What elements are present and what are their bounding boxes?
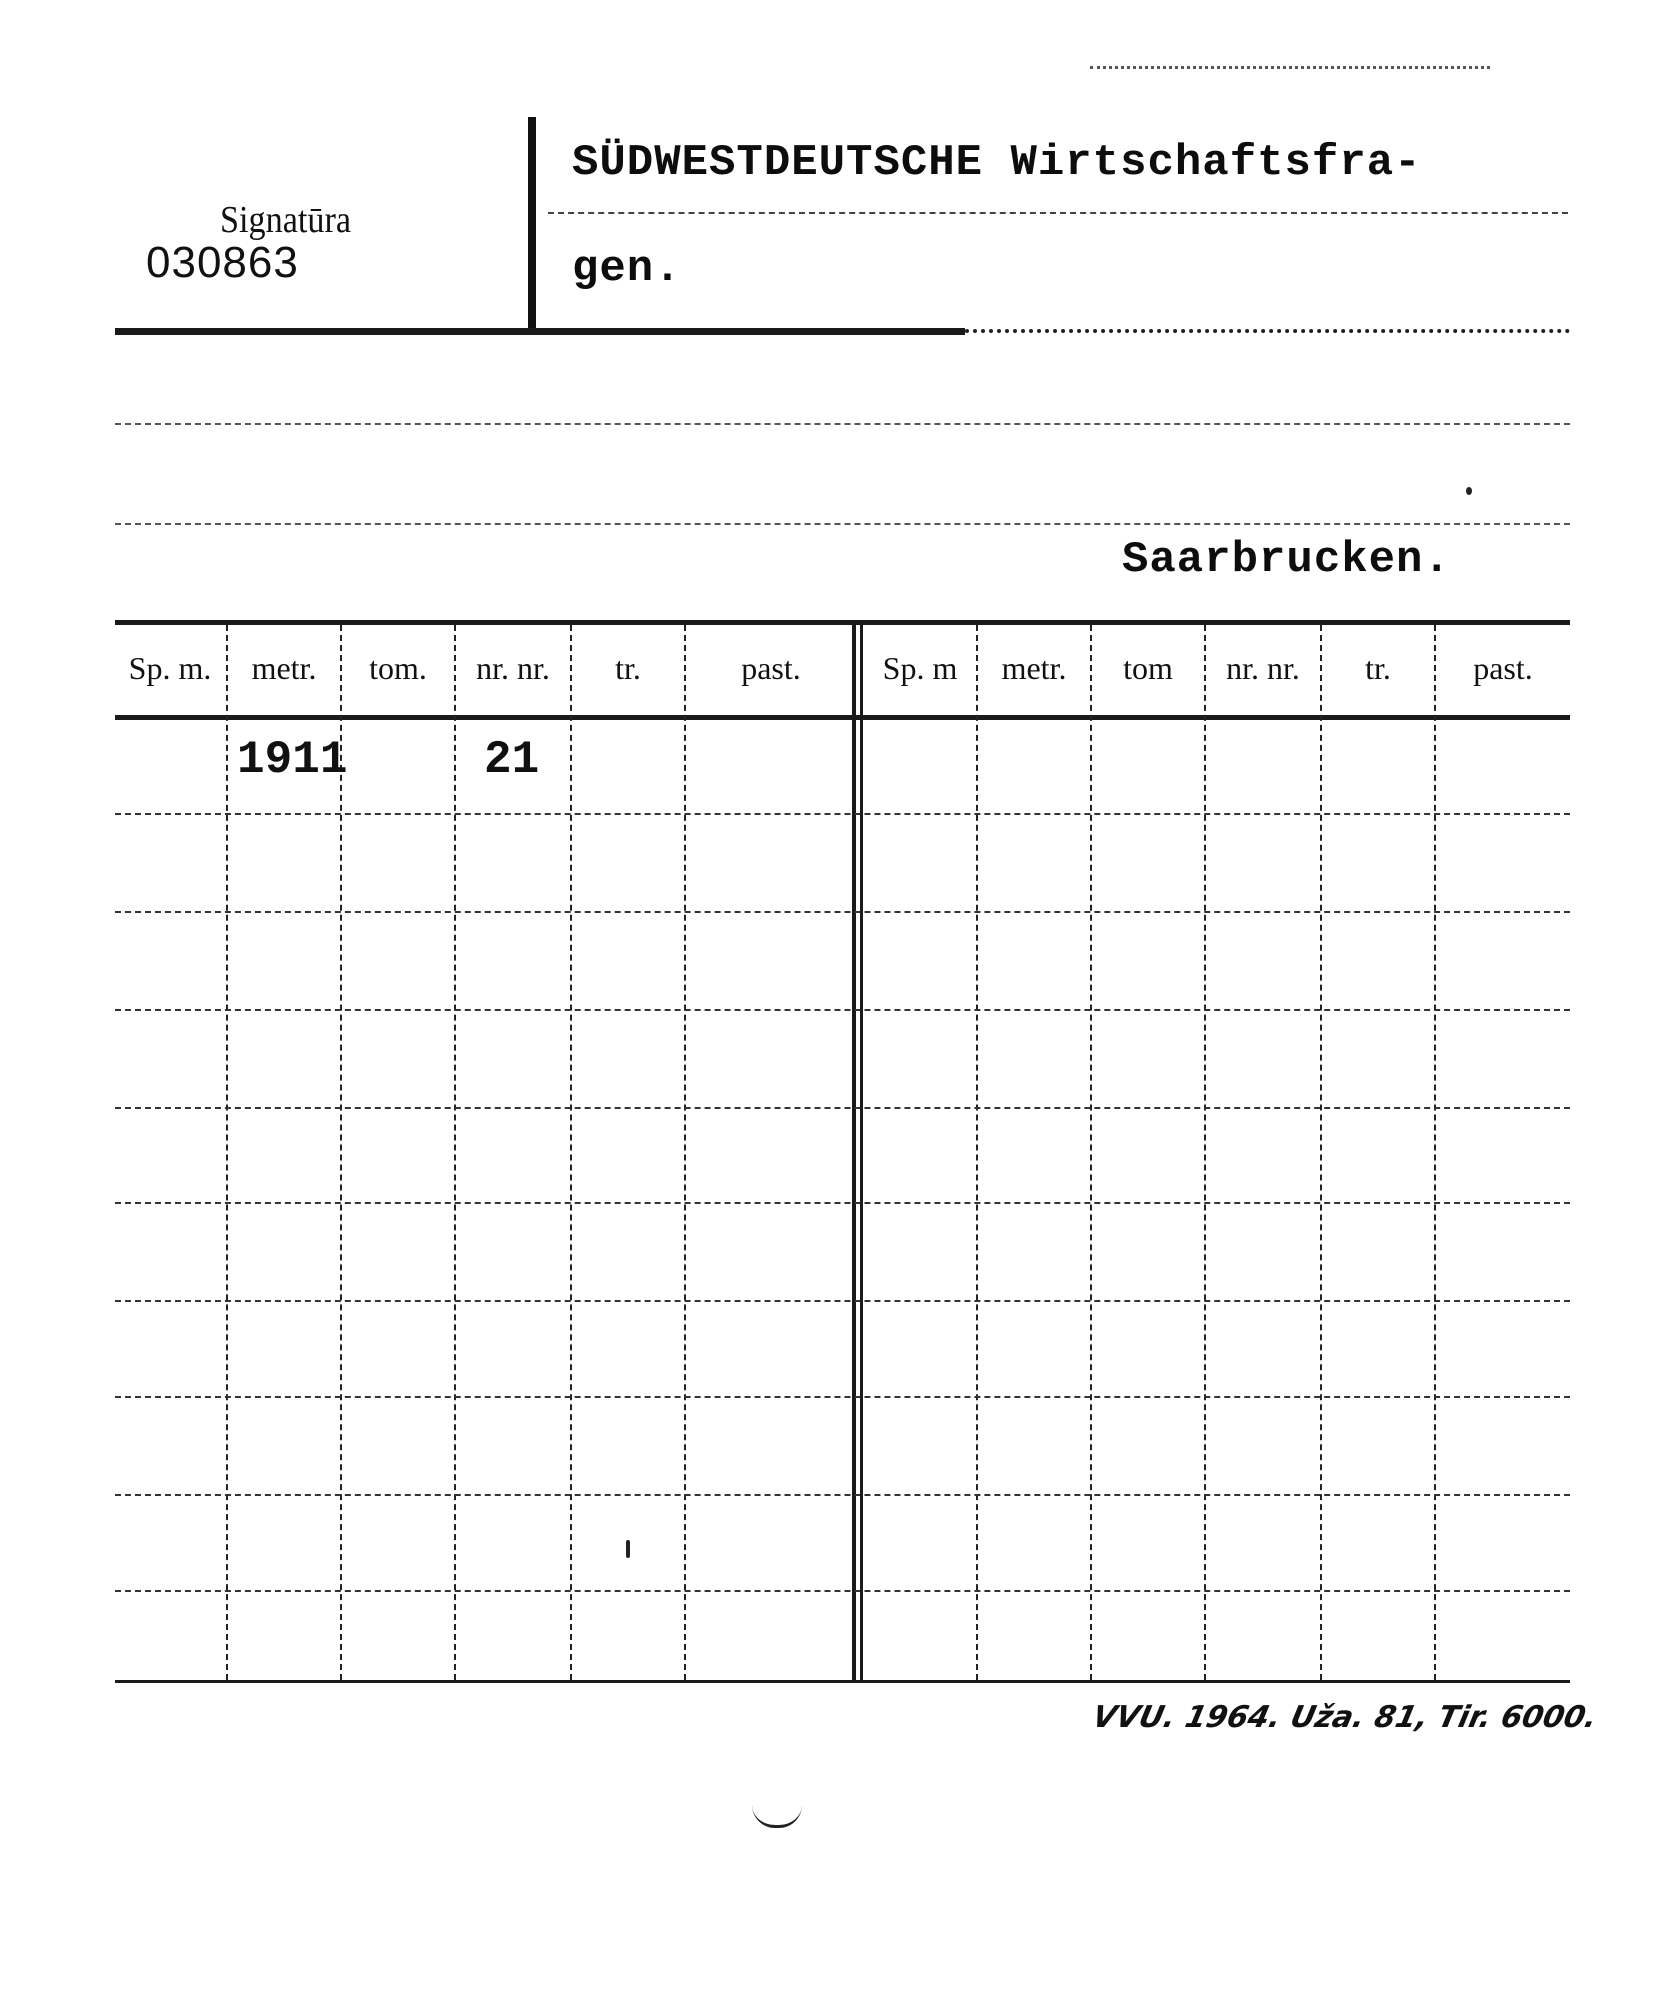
row-line xyxy=(115,1009,1570,1011)
place-of-publication: Saarbrucken. xyxy=(1122,535,1451,585)
col-header-tom-right: tom xyxy=(1123,650,1173,686)
row-line xyxy=(115,1107,1570,1109)
row-line xyxy=(115,911,1570,913)
row-line xyxy=(115,1202,1570,1204)
col-header-metr-right: metr. xyxy=(1001,650,1067,686)
table-header-rule xyxy=(115,715,1570,720)
title-line-1: SÜDWESTDEUTSCHE Wirtschaftsfra- xyxy=(572,138,1422,188)
col-line xyxy=(1090,625,1092,1680)
col-header-tom-left: tom. xyxy=(369,650,427,686)
col-line xyxy=(1434,625,1436,1680)
row-line xyxy=(115,813,1570,815)
row-line xyxy=(115,1396,1570,1398)
title-line-2: gen. xyxy=(572,244,682,294)
col-line xyxy=(1204,625,1206,1680)
table-center-divider xyxy=(852,625,856,1680)
col-header-nr-nr-left: nr. nr. xyxy=(476,650,550,686)
col-header-tr-right: tr. xyxy=(1365,650,1391,686)
scan-speck xyxy=(626,1540,630,1558)
table-bottom-rule xyxy=(115,1680,1570,1683)
scan-speck xyxy=(1466,487,1472,495)
scan-mark xyxy=(752,1805,802,1828)
col-line xyxy=(570,625,572,1680)
blank-line-2 xyxy=(115,523,1570,525)
row-1-metr-value: 1911 xyxy=(237,734,348,786)
row-line xyxy=(115,1494,1570,1496)
row-line xyxy=(115,1300,1570,1302)
col-header-past-right: past. xyxy=(1473,650,1533,686)
title-underline xyxy=(548,212,1568,214)
col-header-sp-m-right: Sp. m xyxy=(882,650,958,686)
table-center-divider xyxy=(860,625,863,1680)
table-top-rule xyxy=(115,620,1570,625)
col-header-past-left: past. xyxy=(741,650,801,686)
col-header-tr-left: tr. xyxy=(615,650,641,686)
row-1-nr-nr-value: 21 xyxy=(484,734,540,786)
col-line xyxy=(454,625,456,1680)
signatura-label: Signatūra xyxy=(220,199,352,241)
top-faint-marks xyxy=(1090,66,1490,69)
col-line xyxy=(226,625,228,1680)
blank-line-1 xyxy=(115,423,1570,425)
col-header-nr-nr-right: nr. nr. xyxy=(1226,650,1300,686)
col-line xyxy=(684,625,686,1680)
handwritten-print-note: VVU. 1964. Uža. 81, Tir. 6000. xyxy=(1089,1700,1601,1735)
col-header-metr-left: metr. xyxy=(251,650,317,686)
signatura-value: 030863 xyxy=(146,238,299,287)
col-header-sp-m-left: Sp. m. xyxy=(128,650,212,686)
col-line xyxy=(976,625,978,1680)
header-divider xyxy=(528,117,536,329)
header-rule-dotted xyxy=(965,329,1570,333)
header-rule xyxy=(115,328,965,335)
row-line xyxy=(115,1590,1570,1592)
col-line xyxy=(1320,625,1322,1680)
